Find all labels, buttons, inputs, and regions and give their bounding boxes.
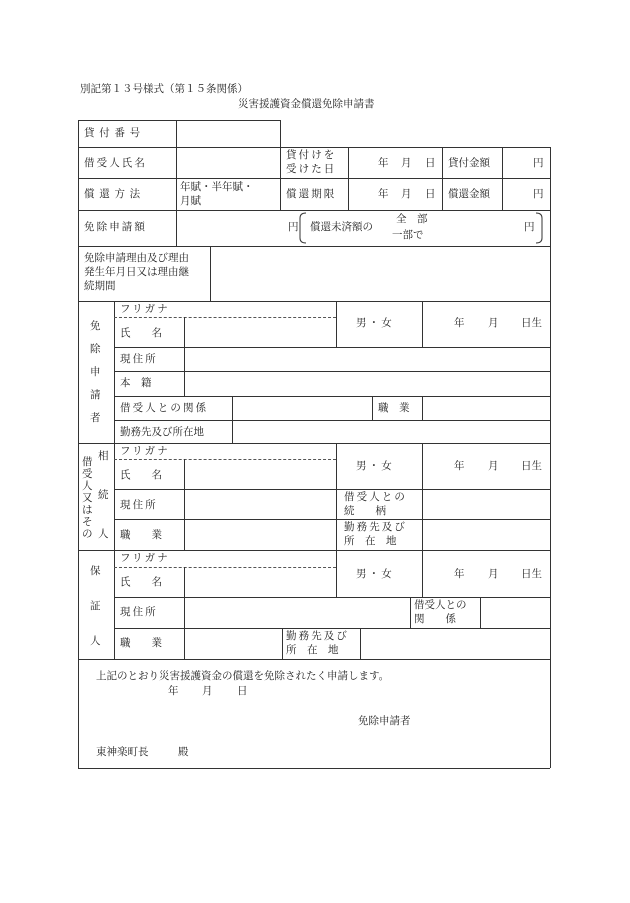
applicant-name-label: 氏 名 [120,327,162,339]
applicant-workplace-label: 勤務先及び所在地 [120,426,204,438]
honorific: 殿 [178,746,189,758]
loan-date-label: 貸付けを [286,149,337,161]
heir-workplace-label: 勤務先及び [344,521,407,533]
repay-method-options: 年賦・半年賦・ [180,181,254,193]
unpaid-all: 全 部 [396,213,428,225]
guarantor-occupation-label: 職 業 [120,637,162,649]
unpaid-prefix: 償還未済額の [310,221,373,233]
addressee: 東神楽町長 [96,746,149,758]
applicant-furigana-label: フリガナ [120,303,170,315]
heir-birth-suffix: 日生 [521,460,542,472]
guarantor-workplace-label: 勤務先及び [286,630,349,642]
heir-relation-label: 借受人との [344,491,407,503]
applicant-signature-label: 免除申請者 [358,715,411,727]
bracket-right-icon [534,212,544,244]
repay-period-label: 償還期限 [286,188,337,200]
exempt-reason-label: 免除申請理由及び理由 [84,252,189,264]
heir-name-label: 氏 名 [120,469,162,481]
repay-amount-label: 償還金額 [448,188,490,200]
applicant-birth-suffix: 日生 [521,317,542,329]
guarantor-address-label: 現住所 [120,606,158,618]
guarantor-gender: 男・女 [356,568,394,580]
borrower-name-label: 借受人氏名 [84,157,147,169]
applicant-relation-label: 借受人との関係 [120,402,209,414]
exempt-amount-label: 免除申請額 [84,221,147,233]
application-statement: 上記のとおり災害援護資金の償還を免除されたく申請します。 [96,670,390,682]
applicant-gender: 男・女 [356,317,394,329]
loan-amount-label: 貸付金額 [448,157,490,169]
applicant-occupation-label: 職 業 [378,402,410,414]
repay-method-label: 償還方法 [84,188,145,200]
applicant-domicile-label: 本 籍 [120,377,152,389]
guarantor-relation-label: 借受人との [414,599,467,611]
heir-gender: 男・女 [356,460,394,472]
loan-number-label: 貸付番号 [84,127,145,139]
guarantor-name-label: 氏 名 [120,576,162,588]
guarantor-birth-suffix: 日生 [521,568,542,580]
heir-address-label: 現住所 [120,499,158,511]
heir-furigana-label: フリガナ [120,445,170,457]
heir-occupation-label: 職 業 [120,529,162,541]
form-number: 別記第１３号様式（第１５条関係） [80,83,248,95]
guarantor-furigana-label: フリガナ [120,552,170,564]
applicant-address-label: 現住所 [120,353,158,365]
unpaid-partial: 一部で [392,229,424,241]
form-title: 災害援護資金償還免除申請書 [238,98,375,110]
bracket-left-icon [298,212,308,244]
